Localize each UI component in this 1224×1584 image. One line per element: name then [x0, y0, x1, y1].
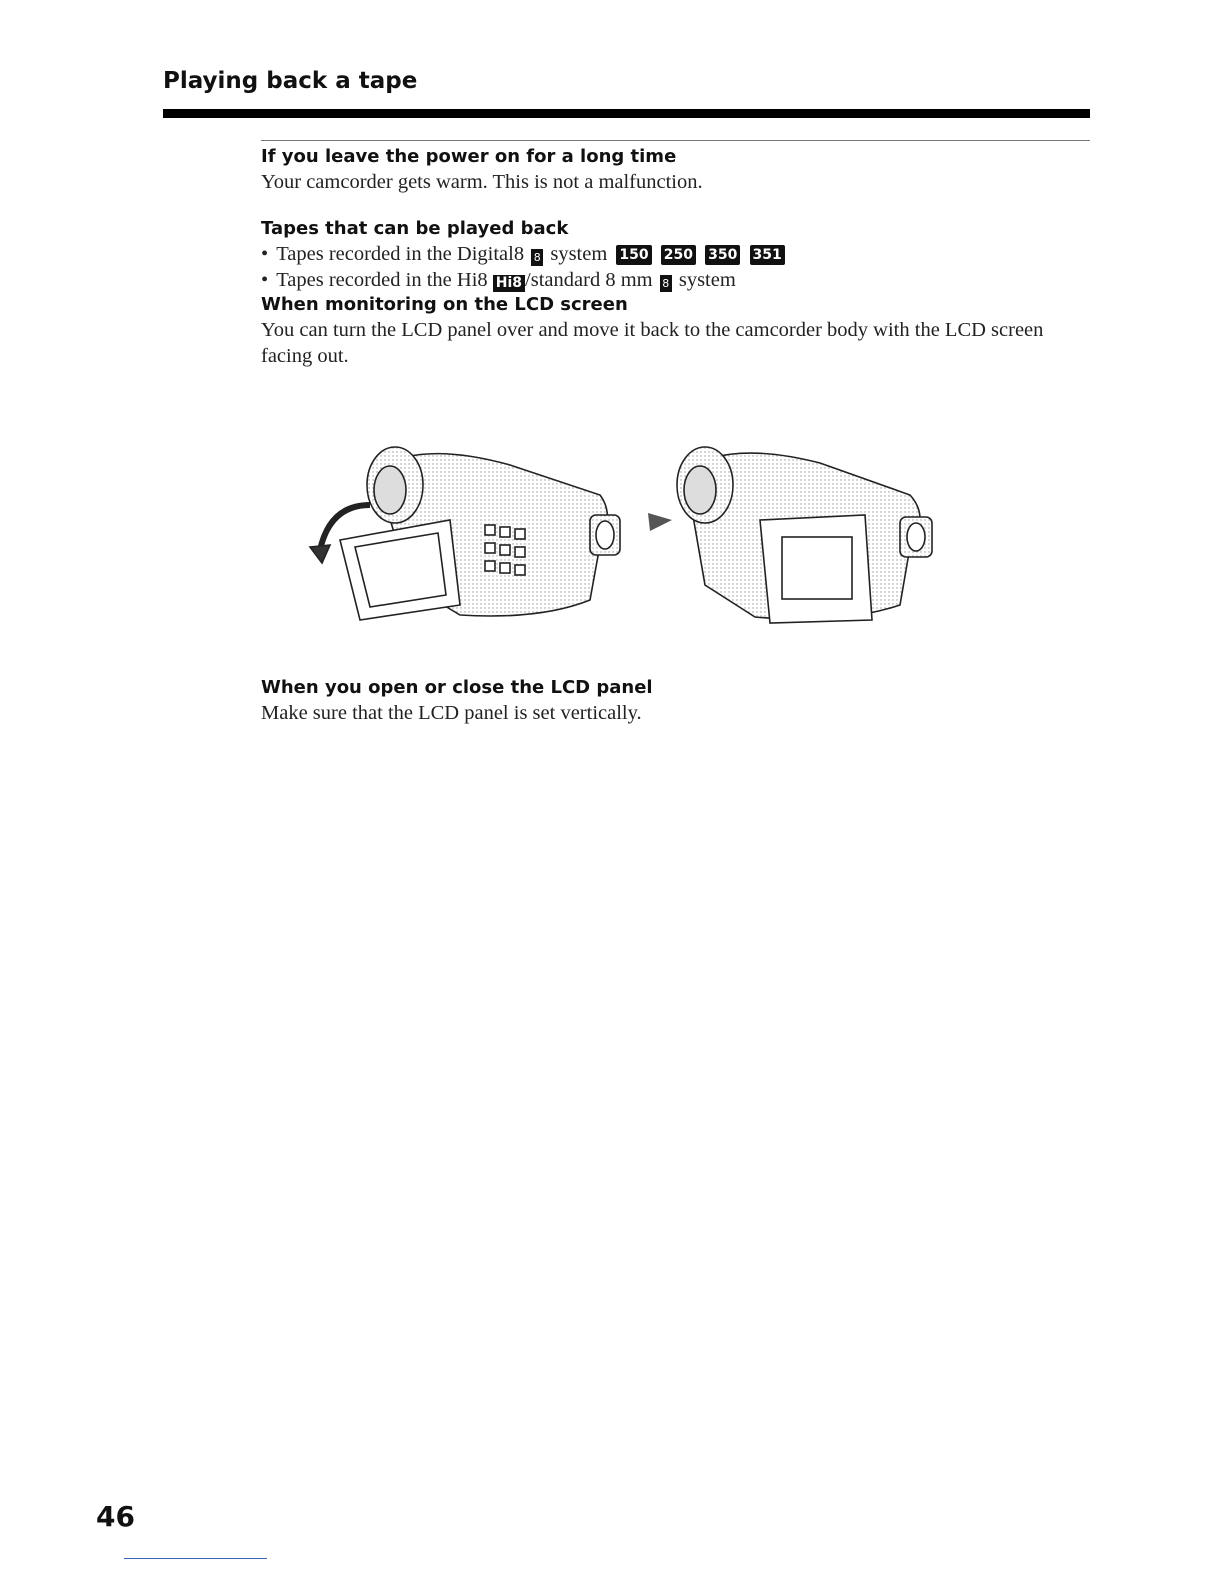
page-number: 46	[96, 1500, 135, 1533]
bullet-text: system	[678, 269, 736, 291]
lcd-monitor-heading: When monitoring on the LCD screen	[261, 294, 628, 315]
bullet-icon: •	[261, 243, 269, 265]
model-badge: 150	[616, 245, 651, 265]
digital8-icon: 8	[531, 249, 543, 266]
camcorder-left-drawing	[310, 447, 620, 620]
standard8-icon: 8	[660, 275, 672, 292]
camcorder-right-drawing	[677, 447, 932, 623]
section-title: Playing back a tape	[163, 68, 418, 94]
lcd-open-close-block	[261, 676, 1091, 726]
list-item	[261, 241, 1091, 267]
section-divider	[261, 140, 1090, 141]
bullet-text: /standard 8 mm	[525, 269, 653, 291]
title-rule	[163, 109, 1090, 118]
lcd-monitor-body: You can turn the LCD panel over and move it back to the camcorder body with the LCD screen facing out.	[261, 319, 1044, 367]
footer-line	[124, 1558, 267, 1559]
model-badge: 250	[661, 245, 696, 265]
list-item	[261, 267, 1091, 293]
hi8-icon: Hi8	[493, 275, 525, 292]
bullet-text: Tapes recorded in the Hi8	[276, 269, 488, 291]
lcd-open-close-heading: When you open or close the LCD panel	[261, 677, 653, 698]
content-column	[261, 145, 1091, 369]
bullet-text: system	[550, 243, 608, 265]
model-badge: 350	[705, 245, 740, 265]
tapes-list	[261, 241, 1091, 293]
camcorder-illustration	[300, 435, 960, 645]
lcd-open-close-body: Make sure that the LCD panel is set vertically.	[261, 702, 642, 724]
tapes-heading: Tapes that can be played back	[261, 218, 569, 239]
power-body: Your camcorder gets warm. This is not a malfunction.	[261, 171, 703, 193]
model-badge: 351	[750, 245, 785, 265]
bullet-icon: •	[261, 269, 269, 291]
power-heading: If you leave the power on for a long time	[261, 146, 677, 167]
bullet-text: Tapes recorded in the Digital8	[276, 243, 525, 265]
arrow-icon	[648, 513, 672, 531]
